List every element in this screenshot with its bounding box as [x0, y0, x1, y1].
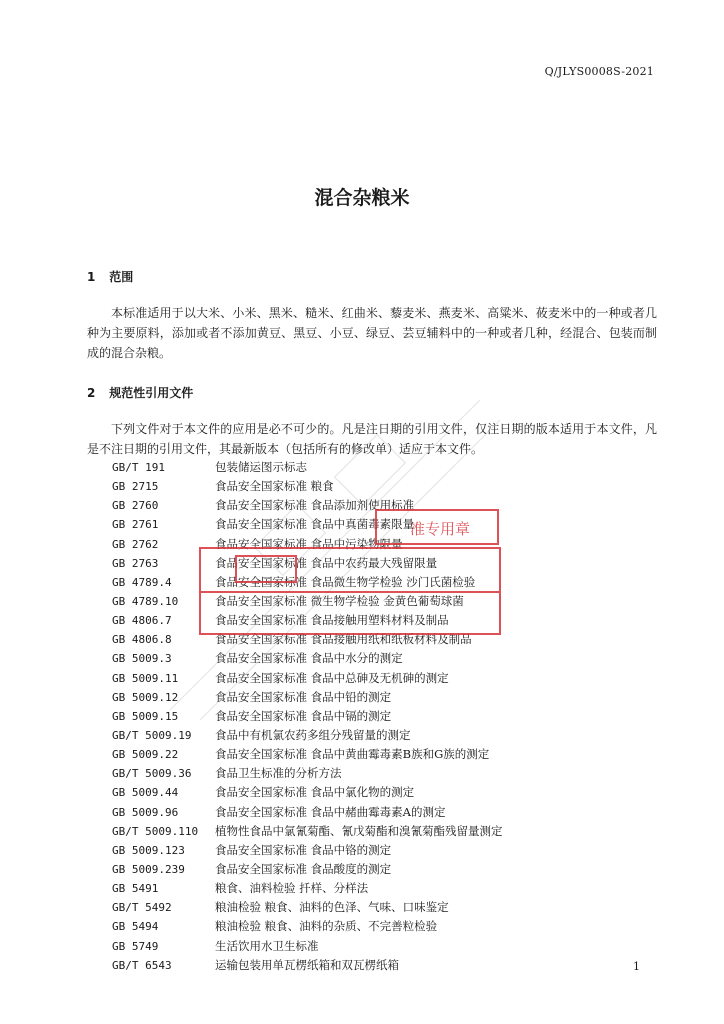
- reference-code: GB 5009.123: [112, 843, 185, 857]
- page-number: 1: [633, 960, 640, 973]
- reference-code: GB 2763: [112, 556, 159, 570]
- section-1-heading: [87, 268, 133, 285]
- reference-title: 食品安全国家标准 食品中赭曲霉毒素A的测定: [215, 804, 446, 819]
- reference-code: GB/T 5009.36: [112, 767, 192, 781]
- reference-row: [112, 669, 672, 688]
- reference-code: GB 5009.11: [112, 671, 179, 685]
- reference-title: 食品安全国家标准 食品中总砷及无机砷的测定: [215, 670, 449, 685]
- reference-row: [112, 898, 672, 917]
- reference-row: [112, 630, 672, 649]
- reference-title: 食品安全国家标准 食品中氯化物的测定: [215, 785, 415, 800]
- reference-title: 食品安全国家标准 粮食: [215, 479, 334, 494]
- reference-row: [112, 515, 672, 534]
- reference-code: GB/T 5009.19: [112, 728, 192, 742]
- reference-title: 运输包装用单瓦楞纸箱和双瓦楞纸箱: [215, 957, 399, 972]
- reference-title: 植物性食品中氯氰菊酯、氰戊菊酯和溴氰菊酯残留量测定: [215, 823, 503, 838]
- reference-code: GB 2715: [112, 480, 159, 494]
- reference-row: [112, 477, 672, 496]
- reference-code: GB 2762: [112, 537, 159, 551]
- reference-title: 食品安全国家标准 食品中镉的测定: [215, 708, 392, 723]
- reference-title: 食品安全国家标准 微生物学检验 金黄色葡萄球菌: [215, 593, 464, 608]
- reference-code: GB 4789.10: [112, 594, 179, 608]
- reference-code: GB 5009.3: [112, 652, 172, 666]
- reference-title: 食品安全国家标准 食品中污染物限量: [215, 536, 403, 551]
- reference-row: [112, 956, 672, 975]
- reference-row: [112, 611, 672, 630]
- reference-code: GB 4806.8: [112, 633, 172, 647]
- reference-row: [112, 822, 672, 841]
- section-number: 2: [87, 386, 96, 400]
- section-2-paragraph: 下列文件对于本文件的应用是必不可少的。凡是注日期的引用文件，仅注日期的版本适用于本文件，凡是不注日期的引用文件，其最新版本（包括所有的修改单）适应于本文件。: [87, 422, 657, 456]
- section-2-heading: [87, 384, 193, 401]
- reference-row: [112, 879, 672, 898]
- document-title: 混合杂粮米: [314, 187, 410, 209]
- reference-title: 食品卫生标准的分析方法: [215, 766, 342, 781]
- reference-row: [112, 841, 672, 860]
- reference-code: GB 5009.15: [112, 709, 179, 723]
- reference-row: [112, 917, 672, 936]
- reference-row: [112, 937, 672, 956]
- reference-code: GB 5009.44: [112, 786, 179, 800]
- reference-code: GB 5491: [112, 882, 159, 896]
- reference-title: 生活饮用水卫生标准: [215, 938, 319, 953]
- reference-title: 食品安全国家标准 食品微生物学检验 沙门氏菌检验: [215, 574, 476, 589]
- reference-row: [112, 764, 672, 783]
- reference-row: [112, 783, 672, 802]
- reference-title: 食品中有机氯农药多组分残留量的测定: [215, 727, 411, 742]
- reference-row: [112, 745, 672, 764]
- reference-code: GB/T 191: [112, 461, 165, 474]
- reference-row: [112, 649, 672, 668]
- section-title: 范围: [109, 270, 134, 284]
- reference-code: GB 5749: [112, 939, 159, 953]
- reference-title: 包装储运图示标志: [215, 460, 307, 474]
- reference-title: 食品安全国家标准 食品接触用纸和纸板材料及制品: [215, 632, 472, 647]
- reference-title: 食品安全国家标准 食品中铅的测定: [215, 689, 392, 704]
- reference-code: GB 5009.22: [112, 748, 179, 762]
- reference-row: [112, 458, 672, 477]
- reference-code: GB/T 5492: [112, 901, 172, 915]
- stamp-lettering: 准专用章: [410, 520, 471, 538]
- reference-row: [112, 535, 672, 554]
- reference-title: 粮油检验 粮食、油料的色泽、气味、口味鉴定: [215, 900, 449, 915]
- reference-row: [112, 592, 672, 611]
- section-1-paragraph: 本标准适用于以大米、小米、黑米、糙米、红曲米、藜麦米、燕麦米、高粱米、莜麦米中的一种或者几种为主要原料，添加或者不添加黄豆、黑豆、小豆、绿豆、芸豆辅料中的一种或者几种，经混合、包装而制成的混合杂粮。: [87, 306, 657, 360]
- standard-number: Q/JLYS0008S-2021: [544, 65, 654, 78]
- reference-code: GB 5009.12: [112, 690, 179, 704]
- reference-title: 食品安全国家标准 食品接触用塑料材料及制品: [215, 613, 449, 628]
- reference-row: [112, 554, 672, 573]
- reference-code: GB 5009.96: [112, 805, 179, 819]
- reference-row: [112, 726, 672, 745]
- reference-title: 食品安全国家标准 食品添加剂使用标准: [215, 498, 415, 513]
- reference-title: 食品安全国家标准 食品中黄曲霉毒素B族和G族的测定: [215, 747, 490, 762]
- reference-row: [112, 803, 672, 822]
- reference-code: GB/T 6543: [112, 958, 172, 972]
- reference-title: 食品安全国家标准 食品中农药最大残留限量: [215, 555, 438, 570]
- reference-row: [112, 707, 672, 726]
- reference-title: 食品安全国家标准 食品中铬的测定: [215, 842, 392, 857]
- reference-code: GB 5494: [112, 920, 159, 934]
- reference-row: [112, 860, 672, 879]
- reference-code: GB 2760: [112, 499, 159, 513]
- reference-row: [112, 496, 672, 515]
- reference-code: GB/T 5009.110: [112, 824, 199, 838]
- reference-code: GB 4806.7: [112, 614, 172, 628]
- reference-title: 食品安全国家标准 食品酸度的测定: [215, 861, 392, 876]
- reference-title: 食品安全国家标准 食品中水分的测定: [215, 651, 403, 666]
- reference-code: GB 2761: [112, 518, 159, 532]
- section-title: 规范性引用文件: [109, 386, 194, 400]
- reference-code: GB 5009.239: [112, 862, 185, 876]
- reference-title: 食品安全国家标准 食品中真菌毒素限量: [215, 517, 415, 532]
- section-number: 1: [87, 270, 96, 284]
- reference-row: [112, 688, 672, 707]
- reference-title: 粮油检验 粮食、油料的杂质、不完善粒检验: [215, 919, 438, 934]
- reference-code: GB 4789.4: [112, 575, 172, 589]
- reference-row: [112, 573, 672, 592]
- reference-title: 粮食、油料检验 扦样、分样法: [215, 881, 369, 896]
- reference-list: [112, 458, 672, 975]
